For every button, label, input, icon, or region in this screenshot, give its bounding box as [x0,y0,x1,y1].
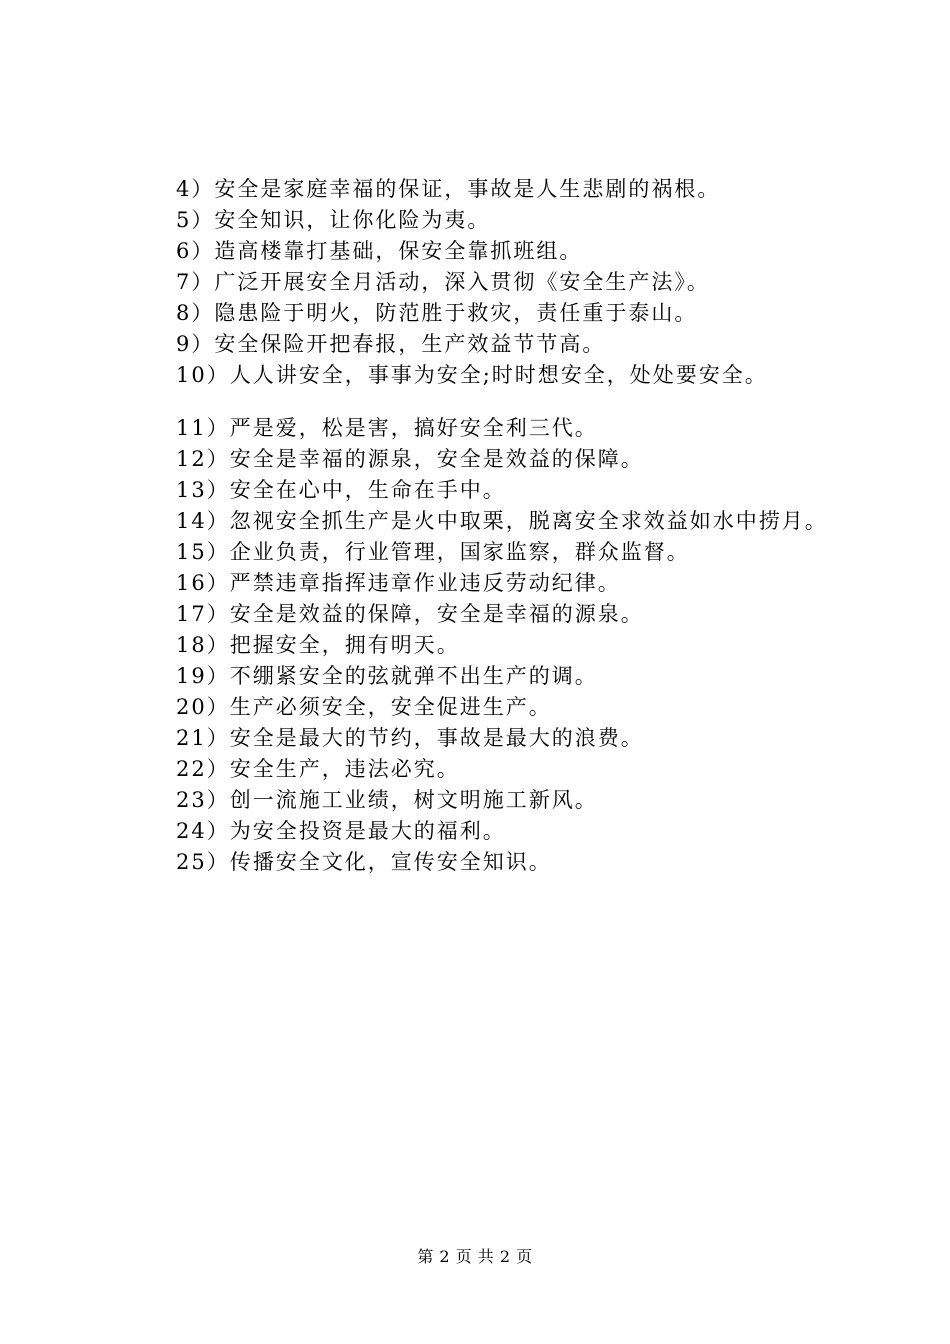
slogan-item: 20）生产必须安全，安全促进生产。 [176,695,552,719]
slogan-item: 17）安全是效益的保障，安全是幸福的源泉。 [176,602,644,626]
slogan-item: 22）安全生产，违法必究。 [176,757,460,781]
slogan-item: 6）造高楼靠打基础，保安全靠抓班组。 [176,239,583,263]
slogan-item: 7）广泛开展安全月活动，深入贯彻《安全生产法》。 [176,270,710,294]
slogan-item: 9）安全保险开把春报，生产效益节节高。 [176,332,606,356]
page-footer: 第 2 页 共 2 页 [417,1247,533,1266]
slogan-item: 11）严是爱，松是害，搞好安全利三代。 [176,416,598,440]
slogan-item: 13）安全在心中，生命在手中。 [176,478,506,502]
slogan-item: 19）不绷紧安全的弦就弹不出生产的调。 [176,664,598,688]
slogan-item: 18）把握安全，拥有明天。 [176,633,460,657]
slogan-item: 15）企业负责，行业管理，国家监察，群众监督。 [176,540,690,564]
slogan-item: 10）人人讲安全，事事为安全;时时想安全，处处要安全。 [176,363,768,387]
slogan-item: 25）传播安全文化，宣传安全知识。 [176,850,552,874]
slogan-item: 5）安全知识，让你化险为夷。 [176,208,491,232]
slogan-item: 24）为安全投资是最大的福利。 [176,819,506,843]
document-body [130,174,850,878]
slogan-item: 16）严禁违章指挥违章作业违反劳动纪律。 [176,571,621,595]
slogan-item: 8）隐患险于明火，防范胜于救灾，责任重于泰山。 [176,301,698,325]
slogan-item: 12）安全是幸福的源泉，安全是效益的保障。 [176,447,644,471]
slogan-item: 21）安全是最大的节约，事故是最大的浪费。 [176,726,644,750]
slogan-item: 14）忽视安全抓生产是火中取栗，脱离安全求效益如水中捞月。 [176,509,828,533]
slogan-item: 23）创一流施工业绩，树文明施工新风。 [176,788,598,812]
slogan-item: 4）安全是家庭幸福的保证，事故是人生悲剧的祸根。 [176,177,721,201]
